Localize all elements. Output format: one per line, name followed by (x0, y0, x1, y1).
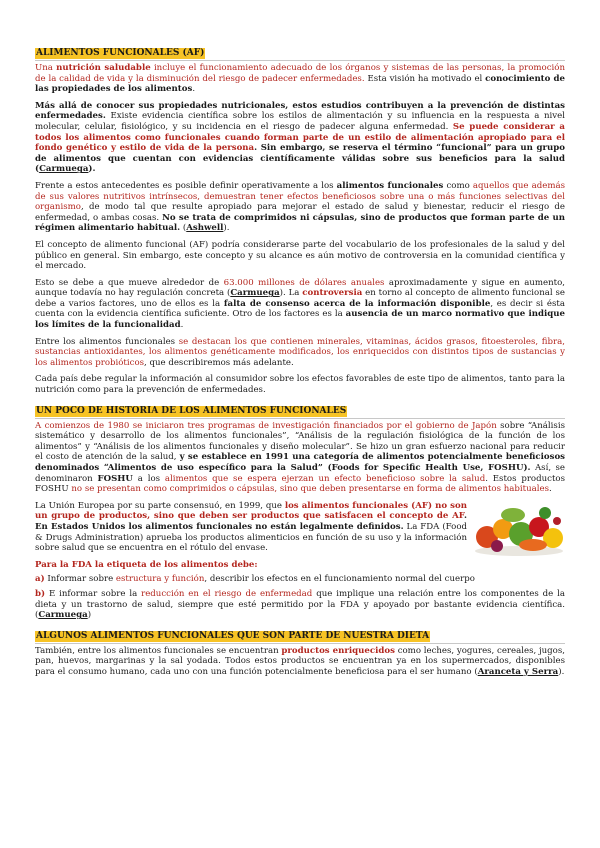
fruits-vegetables-image (473, 501, 565, 557)
list-item: a) Informar sobre estructura y función, describir los efectos en el funcionamiento normal del cuerpo (35, 574, 475, 585)
paragraph: Más allá de conocer sus propiedades nutricionales, estos estudios contribuyen a la prevención de distintas enfermedades. Existe evidencia científica sobre los estilos de alimentación y su influencia en la respuesta a nivel molecular, celular, fisiológico, y su incidencia en el riesgo de padecer alguna enfermedad. Se puede considerar a todos los alimentos como funcionales cuando forman parte de un estilo de alimentación apropiado para el fondo genético y estilo de vida de la persona. Sin embargo, se reserva el término “funcional” para un grupo de alimentos que cuentan con evidencias científicamente válidas sobre sus beneficios para la salud (Carmuega). (35, 100, 566, 175)
fda-subtitle: Para la FDA la etiqueta de los alimentos debe: (35, 559, 258, 570)
paragraph: Entre los alimentos funcionales se destacan los que contienen minerales, vitaminas, ácidos grasos, fitoesteroles, fibra, sustancias antioxidantes, los alimentos genéticamente modificados, los enriquecidos con distintos tipos de sustancias y los alimentos probióticos, que describiremos más adelante. (35, 336, 565, 368)
citation-link[interactable]: Carmuega (39, 164, 89, 175)
list-item: b) E informar sobre la reducción en el riesgo de enfermedad que implique una relación entre los componentes de la dieta y un trastorno de salud, siempre que esté permitido por la FDA y apoyado por bastante evidencia científica. (Carmuega) (35, 588, 565, 621)
section-historia (35, 406, 565, 621)
paragraph: La Unión Europea por su parte consensuó, en 1999, que los alimentos funcionales (AF) no son un grupo de productos, sino que deben ser productos que satisfacen el concepto de AF. En Estados Unidos los alimentos funcionales no están legalmente definidos. La FDA (Food & Drugs Administration) aprueba los productos alimenticios en función de su uso y la información sobre salud que se encuentra en el rótulo del envase. (35, 500, 468, 554)
section-header (35, 48, 565, 61)
section-alimentos-funcionales (35, 48, 565, 396)
section-title: UN POCO DE HISTORIA DE LOS ALIMENTOS FUNCIONALES (36, 405, 347, 416)
section-dieta (35, 631, 565, 678)
section-header (35, 631, 565, 644)
citation-link[interactable]: Ashwell (186, 223, 224, 234)
paragraph: Una nutrición saludable incluye el funcionamiento adecuado de los órganos y sistemas de las personas, la promoción de la calidad de vida y la disminución del riesgo de padecer enfermedades. Esta visión ha motivado el conocimiento de las propiedades de los alimentos. (35, 63, 565, 95)
citation-link[interactable]: Carmuega (230, 288, 280, 299)
citation-link[interactable]: Aranceta y Serra (477, 666, 559, 677)
section-title: ALGUNOS ALIMENTOS FUNCIONALES QUE SON PARTE DE NUESTRA DIETA (36, 630, 430, 641)
paragraph: Frente a estos antecedentes es posible definir operativamente a los alimentos funcionales como aquellos que además de sus valores nutritivos intrínsecos, demuestran tener efectos beneficiosos sobre una o más funciones selectivas del organismo, de modo tal que resulte apropiado para mejorar el estado de salud y bienestar, reducir el riesgo de enfermedad, o ambas cosas. No se trata de comprimidos ni cápsulas, sino de productos que forman parte de un régimen alimentario habitual. (Ashwell). (35, 180, 566, 234)
paragraph: Cada país debe regular la información al consumidor sobre los efectos favorables de este tipo de alimentos, tanto para la nutrición como para la prevención de enfermedades. (35, 374, 565, 396)
section-title: ALIMENTOS FUNCIONALES (AF) (36, 48, 205, 58)
citation-link[interactable]: Carmuega (38, 610, 88, 621)
paragraph: El concepto de alimento funcional (AF) podría considerarse parte del vocabulario de los profesionales de la salud y del público en general. Sin embargo, este concepto y su alcance es aún motivo de controversia en la comunidad científica y el mercado. (35, 239, 565, 272)
paragraph: Esto se debe a que mueve alrededor de 63.000 millones de dólares anuales aproximadamente y sigue en aumento, aunque todavía no hay regulación concreta (Carmuega). La controversia en torno al concepto de alimento funcional se debe a varios factores, uno de ellos es la falta de consenso acerca de la información disponible, es decir si ésta cuenta con la evidencia científica suficiente. Otro de los factores es la ausencia de un marco normativo que indique los límites de la funcionalidad. (35, 277, 565, 331)
paragraph: También, entre los alimentos funcionales se encuentran productos enriquecidos como leches, yogures, cereales, jugos, pan, huevos, margarinas y la sal yodada. Todos estos productos se encuentran ya en los supermercados, disponibles para el consumo humano, cada uno con una función potencialmente beneficiosa para el ser humano (Aranceta y Serra). (35, 645, 565, 677)
paragraph: A comienzos de 1980 se iniciaron tres programas de investigación financiados por el gobierno de Japón sobre “Análisis sistemático y desarrollo de los alimentos funcionales”, “Análisis de la regulación fisiológica de la función de los alimentos” y “Análisis de los alimentos funcionales y diseño molecular”. Se hizo un gran esfuerzo nacional para reducir el costo de atención de la salud, y se establece en 1991 una categoría de alimentos potencialmente beneficiosos denominados “Alimentos de uso específico para la Salud” (Foods for Specific Health Use, FOSHU). Así, se denominaron FOSHU a los alimentos que se espera ejerzan un efecto beneficioso sobre la salud. Estos productos FOSHU no se presentan como comprimidos o cápsulas, sino que deben presentarse en forma de alimentos habituales. (35, 420, 566, 495)
section-header (35, 406, 565, 419)
